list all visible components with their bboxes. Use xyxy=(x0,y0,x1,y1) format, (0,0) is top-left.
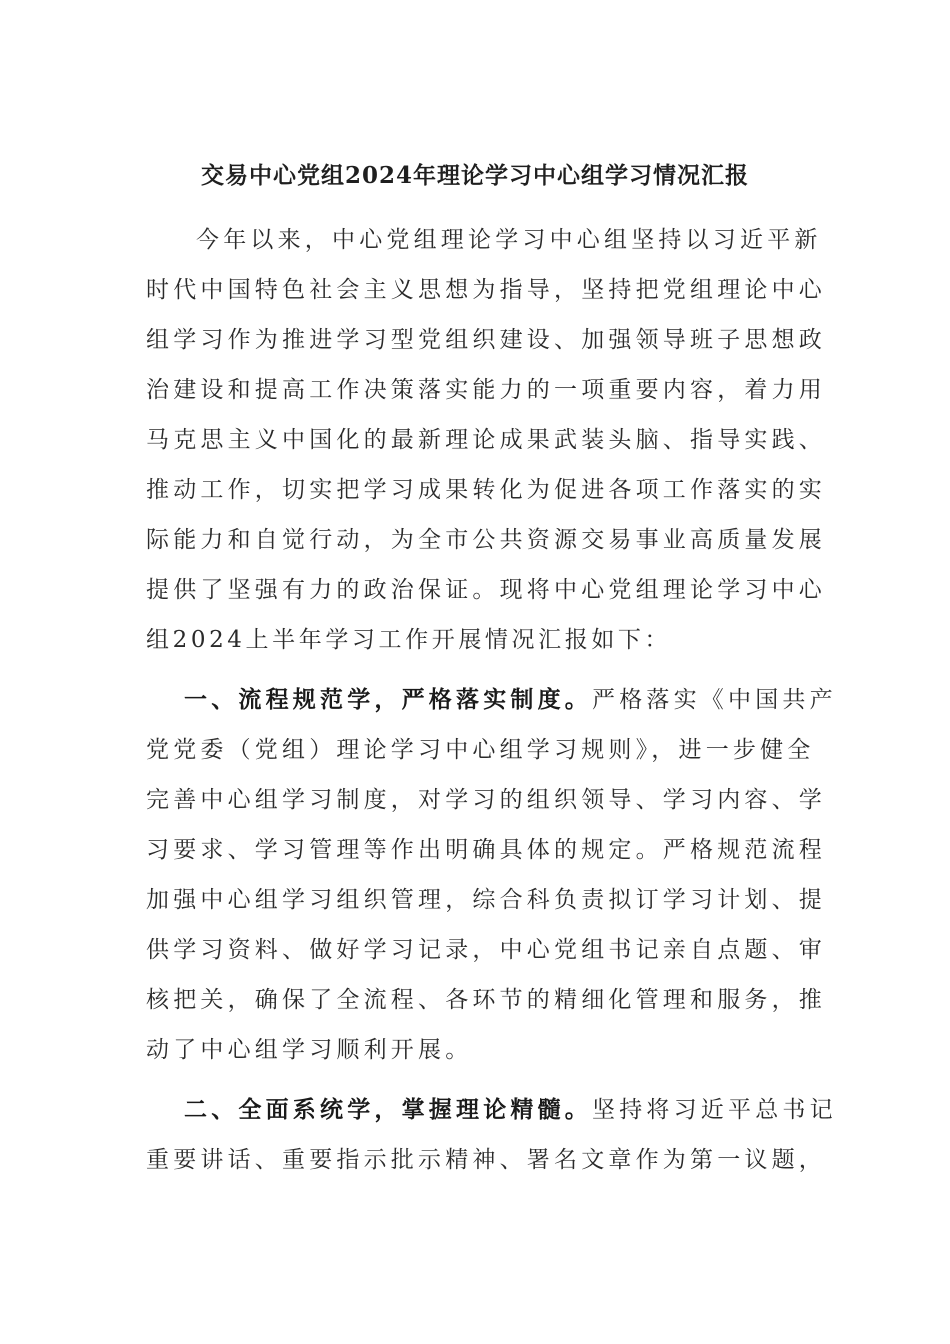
section1-line: 动了中心组学习顺利开展。 xyxy=(146,1037,473,1063)
intro-line: 组学习作为推进学习型党组织建设、加强领导班子思想政 xyxy=(146,327,826,353)
section1-heading: 一、流程规范学，严格落实制度。 xyxy=(184,686,592,713)
intro-line: 马克思主义中国化的最新理论成果武装头脑、指导实践、 xyxy=(146,427,826,453)
intro-line: 时代中国特色社会主义思想为指导，坚持把党组理论中心 xyxy=(146,277,826,303)
section2-first-line xyxy=(184,1092,837,1128)
intro-line: 际能力和自觉行动，为全市公共资源交易事业高质量发展 xyxy=(146,527,826,553)
section2-heading: 二、全面系统学，掌握理论精髓。 xyxy=(184,1096,592,1123)
intro-line: 提供了坚强有力的政治保证。现将中心党组理论学习中心 xyxy=(146,577,826,603)
section2-line: 重要讲话、重要指示批示精神、署名文章作为第一议题， xyxy=(146,1147,826,1173)
intro-line: 治建设和提高工作决策落实能力的一项重要内容，着力用 xyxy=(146,377,826,403)
section1-line: 供学习资料、做好学习记录，中心党组书记亲自点题、审 xyxy=(146,937,826,963)
section1-first-line xyxy=(184,682,837,718)
section1-line: 核把关，确保了全流程、各环节的精细化管理和服务，推 xyxy=(146,987,826,1013)
section1-first-line-text: 严格落实《中国共产 xyxy=(592,687,837,713)
intro-line: 组2024上半年学习工作开展情况汇报如下： xyxy=(146,627,672,653)
intro-line: 推动工作，切实把学习成果转化为促进各项工作落实的实 xyxy=(146,477,826,503)
document-title: 交易中心党组2024年理论学习中心组学习情况汇报 xyxy=(200,162,749,189)
section2-first-line-text: 坚持将习近平总书记 xyxy=(592,1097,837,1123)
intro-line: 今年以来，中心党组理论学习中心组坚持以习近平新 xyxy=(196,227,822,253)
section1-line: 党党委（党组）理论学习中心组学习规则》，进一步健全 xyxy=(146,737,815,763)
section1-line: 加强中心组学习组织管理，综合科负责拟订学习计划、提 xyxy=(146,887,826,913)
section1-line: 完善中心组学习制度，对学习的组织领导、学习内容、学 xyxy=(146,787,826,813)
section1-line: 习要求、学习管理等作出明确具体的规定。严格规范流程 xyxy=(146,837,826,863)
